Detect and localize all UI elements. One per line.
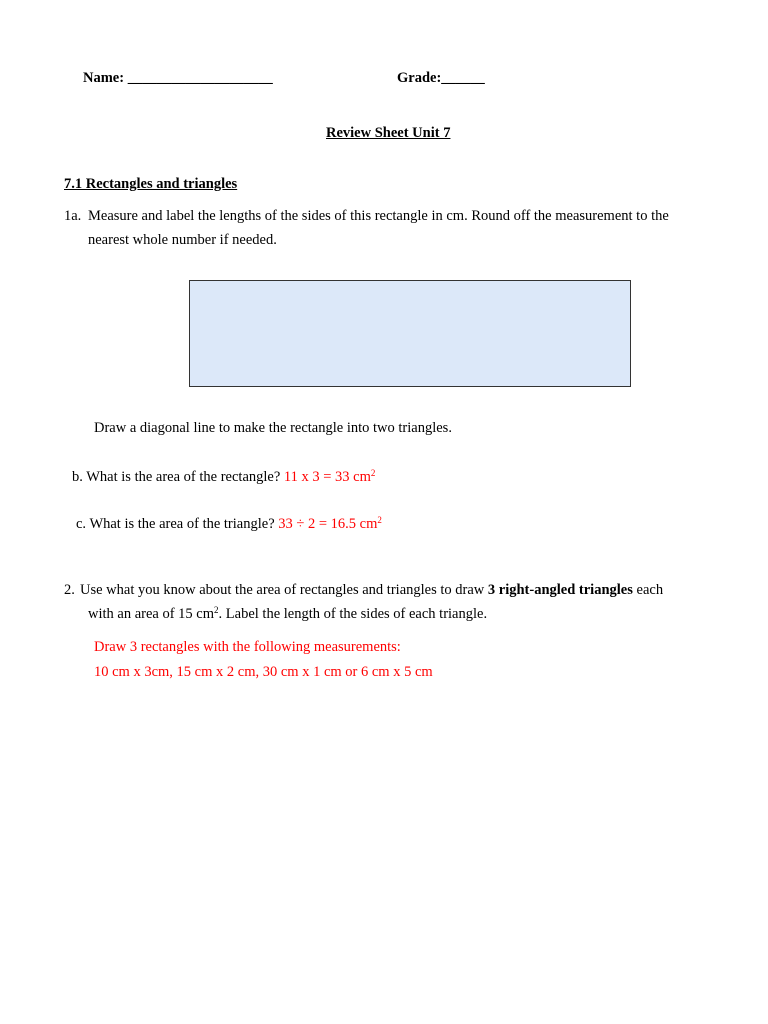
question-2-number: 2. <box>64 582 75 598</box>
grade-field <box>397 70 485 87</box>
section-heading: 7.1 Rectangles and triangles <box>64 176 238 192</box>
question-2-line1: Use what you know about the area of rectangles and triangles to draw 3 right-angled triangles each <box>80 582 664 598</box>
grade-blank: ______ <box>441 70 485 86</box>
rectangle-figure <box>189 280 631 387</box>
page-title: Review Sheet Unit 7 <box>326 125 451 141</box>
question-2-line2: with an area of 15 $cm^2$. Label the length of the sides of each triangle. <box>88 605 488 622</box>
question-1c-number: c. <box>76 516 87 532</box>
question-1b <box>72 469 375 486</box>
question-1b-text: What is the area of the rectangle? <box>86 469 281 485</box>
grade-label: Grade: <box>397 70 442 86</box>
name-label: Name: <box>83 70 125 86</box>
question-1a-line1: Measure and label the lengths of the sides of this rectangle in cm. Round off the measurement to the <box>88 208 669 224</box>
question-1c-answer: 33 ÷ 2 = 16.5 $cm^2$ <box>278 515 382 532</box>
question-1a-number: 1a. <box>64 208 82 224</box>
question-1a-line2: nearest whole number if needed. <box>88 232 277 248</box>
question-2-emphasis: 3 right-angled triangles <box>487 582 633 598</box>
question-2-answer-line1: Draw 3 rectangles with the following measurements: <box>94 639 401 655</box>
question-1c-text: What is the area of the triangle? <box>89 516 275 532</box>
name-blank: ____________________ <box>127 70 273 86</box>
question-2-answer-line2: 10 cm x 3cm, 15 cm x 2 cm, 30 cm x 1 cm or 6 cm x 5 cm <box>94 664 433 680</box>
question-1b-answer: 11 x 3 = 33 $cm^2$ <box>283 468 376 485</box>
question-1b-number: b. <box>72 469 83 485</box>
diagonal-instruction: Draw a diagonal line to make the rectangle into two triangles. <box>94 420 452 436</box>
name-field <box>83 70 273 87</box>
question-1c <box>76 516 382 533</box>
